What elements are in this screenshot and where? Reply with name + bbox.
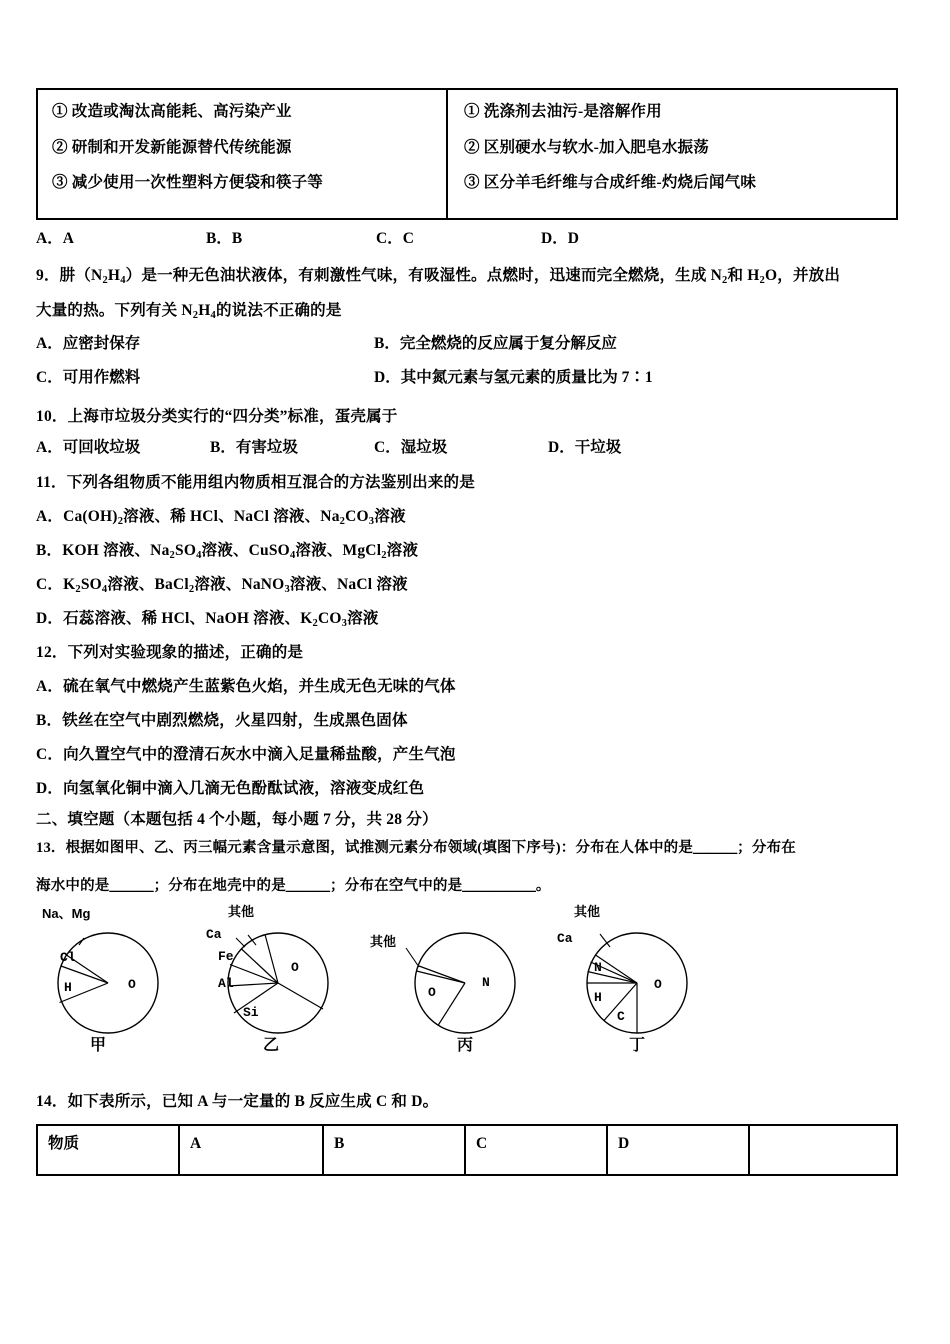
q9-stem-l1-c: ）是一种无色油状液体，有刺激性气味，有吸湿性。点燃时，迅速而完全燃烧，生成 N (125, 267, 723, 284)
element-content-pie-charts (0, 898, 950, 1073)
pie-yi-label-al: Al (218, 976, 234, 991)
q11-a-p3: CO (345, 508, 369, 525)
pie-jia-label-h: H (64, 980, 72, 995)
table-right-item-1: ① 洗涤剂去油污-是溶解作用 (464, 103, 662, 120)
q13-stem-line1 (36, 841, 796, 856)
pie-bing-label-other: 其他 (370, 934, 397, 949)
q11-d-s2: 3 (341, 617, 348, 629)
pie-ding-label-ca: Ca (557, 931, 573, 946)
q14-header-substance: 物质 (38, 1126, 180, 1174)
q8-choice-a[interactable]: A．A (36, 230, 74, 247)
q13-blank-1[interactable]: ＿＿＿ (693, 840, 738, 856)
q11-c-p5: 溶液、NaCl 溶液 (289, 576, 408, 593)
pie-yi-label-o: O (291, 960, 299, 975)
pie-bing-label-n: N (482, 975, 490, 990)
q8-choice-b[interactable]: B．B (206, 230, 243, 247)
q12-stem: 12．下列对实验现象的描述，正确的是 (36, 644, 304, 661)
q11-c-s4: 3 (284, 583, 290, 595)
q11-a-s3: 3 (368, 515, 375, 527)
q9-choice-d[interactable]: D．其中氮元素与氢元素的质量比为 7∶1 (374, 369, 653, 386)
q10-choice-c[interactable]: C．湿垃圾 (374, 439, 448, 456)
q11-a-p4: 溶液 (374, 508, 406, 525)
pie-yi-label-fe: Fe (218, 949, 234, 964)
q11-a-p1: A．Ca(OH) (36, 508, 118, 525)
q11-b-s3: 4 (289, 549, 296, 561)
q11-b-p2: SO (175, 542, 197, 559)
q8-choice-d[interactable]: D．D (541, 230, 579, 247)
q11-stem: 11．下列各组物质不能用组内物质相互混合的方法鉴别出来的是 (36, 474, 475, 491)
q13-l2-b: ；分布在地壳中的是 (153, 878, 286, 894)
pie-ding-label-n: N (594, 960, 602, 975)
pie-chart-yi-caption: 乙 (262, 1037, 279, 1054)
q11-choice-c[interactable] (36, 577, 408, 595)
pie-chart-ding (532, 898, 742, 1073)
q10-stem: 10．上海市垃圾分类实行的“四分类”标准，蛋壳属于 (36, 408, 398, 425)
q11-c-s2: 4 (101, 583, 108, 595)
q11-choice-d[interactable] (36, 611, 379, 629)
q12-choice-c[interactable]: C．向久置空气中的澄清石灰水中滴入足量稀盐酸，产生气泡 (36, 746, 456, 763)
q13-l2-c: ；分布在空气中的是 (330, 878, 463, 894)
q10-choice-b[interactable]: B．有害垃圾 (210, 439, 298, 456)
q11-b-p3: 溶液、CuSO (201, 542, 290, 559)
table-right-item-3: ③ 区分羊毛纤维与合成纤维-灼烧后闻气味 (464, 174, 757, 191)
q9-choices-row1 (36, 336, 916, 356)
comparison-table-left-column (38, 90, 448, 218)
pie-jia-label-namg: Na、Mg (42, 906, 91, 921)
table-left-item-1: ① 改造或淘汰高能耗、高污染产业 (52, 103, 292, 120)
q13-l2-d: 。 (535, 878, 551, 894)
q14-header-blank (750, 1126, 896, 1174)
table-right-item-2: ② 区别硬水与软水-加入肥皂水振荡 (464, 138, 709, 156)
q13-l2-a: 海水中的是 (36, 878, 110, 894)
pie-ding-label-c: C (617, 1009, 625, 1024)
q9-stem-l2-sub1: 2 (192, 309, 199, 321)
pie-chart-ding-caption: 丁 (628, 1037, 645, 1054)
q10-choices (36, 440, 916, 460)
q9-stem-line1 (36, 268, 840, 286)
q9-choice-b[interactable]: B．完全燃烧的反应属于复分解反应 (374, 335, 617, 352)
q13-l1-a: 13．根据如图甲、乙、丙三幅元素含量示意图，试推测元素分布领域(填图下序号)：分布在人体中的是 (36, 840, 694, 856)
q13-blank-3[interactable]: ＿＿＿ (285, 878, 331, 894)
pie-jia-label-cl: Cl (60, 950, 76, 965)
comparison-table-right-column (448, 90, 896, 218)
q11-choice-a[interactable] (36, 509, 406, 527)
q14-stem: 14．如下表所示，已知 A 与一定量的 B 反应生成 C 和 D。 (36, 1093, 439, 1110)
q9-stem-l2-sub2: 4 (210, 309, 216, 321)
q11-d-p1: D．石蕊溶液、稀 HCl、NaOH 溶液、K (36, 610, 313, 627)
q9-stem-l1-sub3: 2 (722, 274, 728, 286)
q9-stem-l1-a: 9．肼（N (36, 267, 103, 284)
section-two-heading: 二、填空题（本题包括 4 个小题，每小题 7 分，共 28 分） (36, 811, 438, 828)
q11-a-p2: 溶液、稀 HCl、NaCl 溶液、Na (123, 508, 340, 525)
pie-chart-bing-caption: 丙 (456, 1037, 473, 1054)
q14-substance-table (36, 1124, 898, 1176)
pie-ding-label-o: O (654, 977, 662, 992)
q11-d-p2: CO (317, 610, 342, 627)
q11-b-p5: 溶液 (386, 542, 419, 559)
q13-l1-b: ；分布在 (737, 840, 796, 856)
q9-choices-row2 (36, 370, 916, 390)
pie-ding-label-h: H (594, 990, 602, 1005)
q11-d-s1: 2 (312, 617, 318, 629)
q14-header-d: D (608, 1126, 750, 1174)
table-left-item-3: ③ 减少使用一次性塑料方便袋和筷子等 (52, 174, 323, 191)
q9-choice-c[interactable]: C．可用作燃料 (36, 369, 141, 386)
q9-stem-l1-b: H (107, 267, 121, 284)
q9-stem-l1-e: O，并放出 (765, 267, 841, 284)
q9-stem-l1-d: 和 H (727, 267, 760, 284)
pie-bing-label-o: O (428, 985, 436, 1000)
q12-choice-b[interactable]: B．铁丝在空气中剧烈燃烧，火星四射，生成黑色固体 (36, 712, 408, 729)
q13-blank-2[interactable]: ＿＿＿ (109, 878, 154, 894)
q11-b-p4: 溶液、MgCl (295, 542, 382, 559)
pie-yi-label-ca: Ca (206, 927, 222, 942)
q11-c-s1: 2 (75, 583, 81, 595)
q11-c-p2: SO (80, 576, 102, 593)
q9-stem-l1-sub1: 2 (102, 274, 108, 286)
q12-choice-a[interactable]: A．硫在氧气中燃烧产生蓝紫色火焰，并生成无色无味的气体 (36, 678, 456, 695)
q9-stem-l1-sub4: 2 (759, 274, 766, 286)
q11-a-s2: 2 (339, 515, 346, 527)
q10-choice-d[interactable]: D．干垃圾 (548, 439, 622, 456)
q14-header-b: B (324, 1126, 466, 1174)
pie-ding-label-other: 其他 (574, 904, 601, 919)
q14-header-a: A (180, 1126, 324, 1174)
q11-b-p1: B．KOH 溶液、Na (36, 542, 170, 559)
q13-blank-4[interactable]: ＿＿＿＿＿ (462, 878, 536, 894)
q14-header-c: C (466, 1126, 608, 1174)
comparison-table (36, 88, 898, 220)
q11-c-s3: 2 (188, 583, 195, 595)
pie-chart-ding-svg (532, 898, 742, 1038)
q11-c-p1: C．K (36, 576, 76, 593)
q11-b-s1: 2 (169, 549, 175, 561)
q10-choice-a[interactable]: A．可回收垃圾 (36, 439, 141, 456)
q8-choices (36, 231, 916, 251)
q12-choice-d[interactable]: D．向氢氧化铜中滴入几滴无色酚酞试液，溶液变成红色 (36, 780, 425, 797)
q9-stem-l2-c: 的说法不正确的是 (215, 302, 342, 319)
q11-c-p4: 溶液、NaNO (194, 576, 285, 593)
pie-yi-label-si: Si (243, 1005, 259, 1020)
q9-stem-l2-a: 大量的热。下列有关 N (36, 302, 193, 319)
q9-stem-line2 (36, 303, 342, 321)
q11-d-p3: 溶液 (347, 610, 379, 627)
q11-b-s2: 4 (196, 549, 202, 561)
q9-stem-l2-b: H (198, 302, 211, 319)
q13-stem-line2 (36, 879, 551, 894)
q11-c-p3: 溶液、BaCl (107, 576, 189, 593)
q11-choice-b[interactable] (36, 543, 418, 561)
table-left-item-2: ② 研制和开发新能源替代传统能源 (52, 138, 292, 156)
pie-chart-jia-caption: 甲 (89, 1037, 106, 1054)
q11-a-s1: 2 (117, 515, 124, 527)
q9-stem-l1-sub2: 4 (120, 274, 126, 286)
q11-b-s4: 2 (381, 549, 387, 561)
q9-choice-a[interactable]: A．应密封保存 (36, 335, 141, 352)
q8-choice-c[interactable]: C．C (376, 230, 414, 247)
pie-jia-label-o: O (128, 977, 136, 992)
pie-yi-label-other: 其他 (228, 904, 255, 919)
